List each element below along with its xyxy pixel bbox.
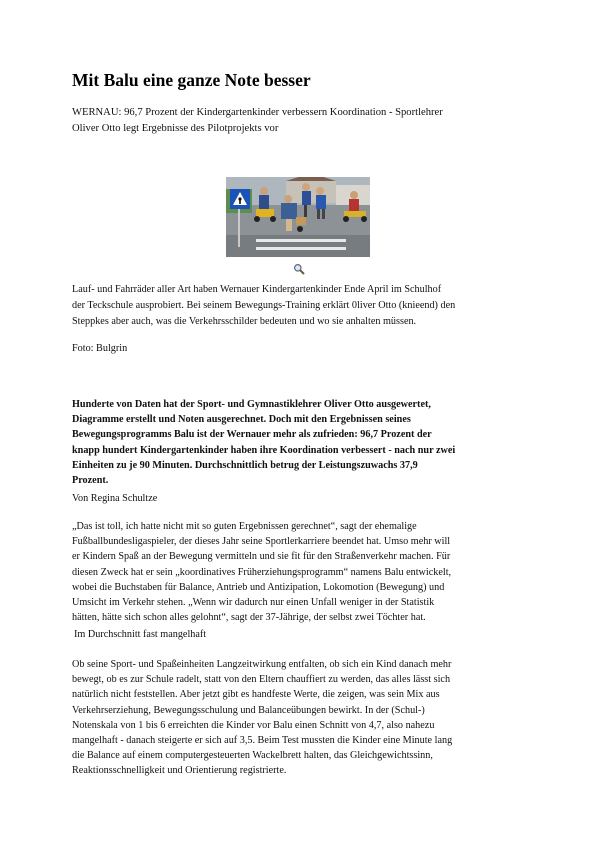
photo-caption xyxy=(72,282,532,329)
article-photo[interactable] xyxy=(226,177,370,257)
subheading xyxy=(74,628,534,643)
body-line: Fußballbundesligaspieler, der dieses Jahr seine Sportlerkarriere beendet hat. Umso mehr will xyxy=(72,536,451,548)
body-line: Notenskala von 1 bis 6 erreichten die Kinder vor Balu einen Schnitt von 4,7, also nahezu xyxy=(72,719,435,731)
intro-line: Prozent. xyxy=(72,475,109,487)
photo-credit-text: Foto: Bulgrin xyxy=(72,343,128,354)
intro-line: Einheiten zu je 90 Minuten. Durchschnittlich betrug der Leistungszuwachs 37,9 xyxy=(72,459,418,471)
intro-line: Hunderte von Daten hat der Sport- und Gymnastiklehrer Oliver Otto ausgewertet, xyxy=(72,399,431,410)
body-line: er Kindern Spaß an der Bewegung vermitteln und sie fit für den Straßenverkehr machen. Für xyxy=(72,551,451,563)
body-paragraph-1 xyxy=(72,519,532,625)
lead-line: Oliver Otto legt Ergebnisse des Pilotprojekts vor xyxy=(72,123,279,134)
body-line: hätten, hätte sich schon alles gelohnt“, sagt der 37-Jährige, der selbst zwei Töchter hat. xyxy=(72,612,426,624)
intro-paragraph xyxy=(72,397,532,488)
magnifier-icon[interactable] xyxy=(293,262,305,274)
body-line: Reaktionsschnelligkeit und Orientierung registrierte. xyxy=(72,765,287,777)
body-line: diesen Zweck hat er sein „koordinatives Früherziehungsprogramm“ namens Balu entwickelt, xyxy=(72,566,452,578)
subheading-text: Im Durchschnitt fast mangelhaft xyxy=(74,629,207,640)
byline xyxy=(72,492,532,507)
body-line: Ob seine Sport- und Spaßeinheiten Langzeitwirkung entfalten, ob sich ein Kind danach mehr xyxy=(72,659,452,670)
photo-credit xyxy=(72,342,532,357)
body-paragraph-2 xyxy=(72,657,532,779)
lead-line: WERNAU: 96,7 Prozent der Kindergartenkinder verbessern Koordination - Sportlehrer xyxy=(72,107,443,118)
body-line: bewegt, ob es zur Schule radelt, statt von den Eltern chauffiert zu werden, das alles lässt sich xyxy=(72,674,451,686)
body-line: „Das ist toll, ich hatte nicht mit so guten Ergebnissen gerechnet“, sagt der ehemalige xyxy=(72,521,417,532)
body-line: natürlich nicht feststellen. Aber jetzt gibt es handfeste Werte, die zeigen, was sein Mix aus xyxy=(72,689,440,701)
body-line: Verkehrserziehung, Bewegungsschulung und Balanceübungen bewirkt. In der (Schul-) xyxy=(72,704,425,716)
body-line: Umsicht im Verkehr stehen. „Wenn wir dadurch nur einen Unfall weniger in der Statistik xyxy=(72,597,435,609)
body-line: die Balance auf einem computergesteuerten Wackelbrett halten, das Gleichgewichtssinn, xyxy=(72,750,433,762)
lead-paragraph xyxy=(72,105,532,137)
body-line: wobei die Buchstaben für Balance, Antrieb und Antizipation, Lokomotion (Bewegung) und xyxy=(72,581,445,593)
body-line: mangelhaft - danach steigerte er sich auf 3,5. Beim Test mussten die Kinder eine Minute lang xyxy=(72,735,453,747)
caption-line: Lauf- und Fahrräder aller Art haben Wernauer Kindergartenkinder Ende April im Schulhof xyxy=(72,284,442,295)
intro-line: knapp hundert Kindergartenkinder haben ihre Koordination verbessert - nach nur zwei xyxy=(72,444,456,456)
intro-line: Bewegungsprogramms Balu ist der Wernauer mehr als zufrieden: 96,7 Prozent der xyxy=(72,429,432,441)
caption-line: der Teckschule ausprobiert. Bei seinem Bewegungs-Training erklärt 0liver Otto (knieend) den xyxy=(72,299,456,311)
intro-line: Diagramme erstellt und Noten ausgerechnet. Doch mit den Ergebnissen seines xyxy=(72,414,411,426)
article-title: Mit Balu eine ganze Note besser xyxy=(72,70,311,90)
caption-line: Steppkes aber auch, was die Verkehrsschilder bedeuten und wo sie anhalten müssen. xyxy=(72,315,417,327)
byline-text: Von Regina Schultze xyxy=(72,493,158,504)
